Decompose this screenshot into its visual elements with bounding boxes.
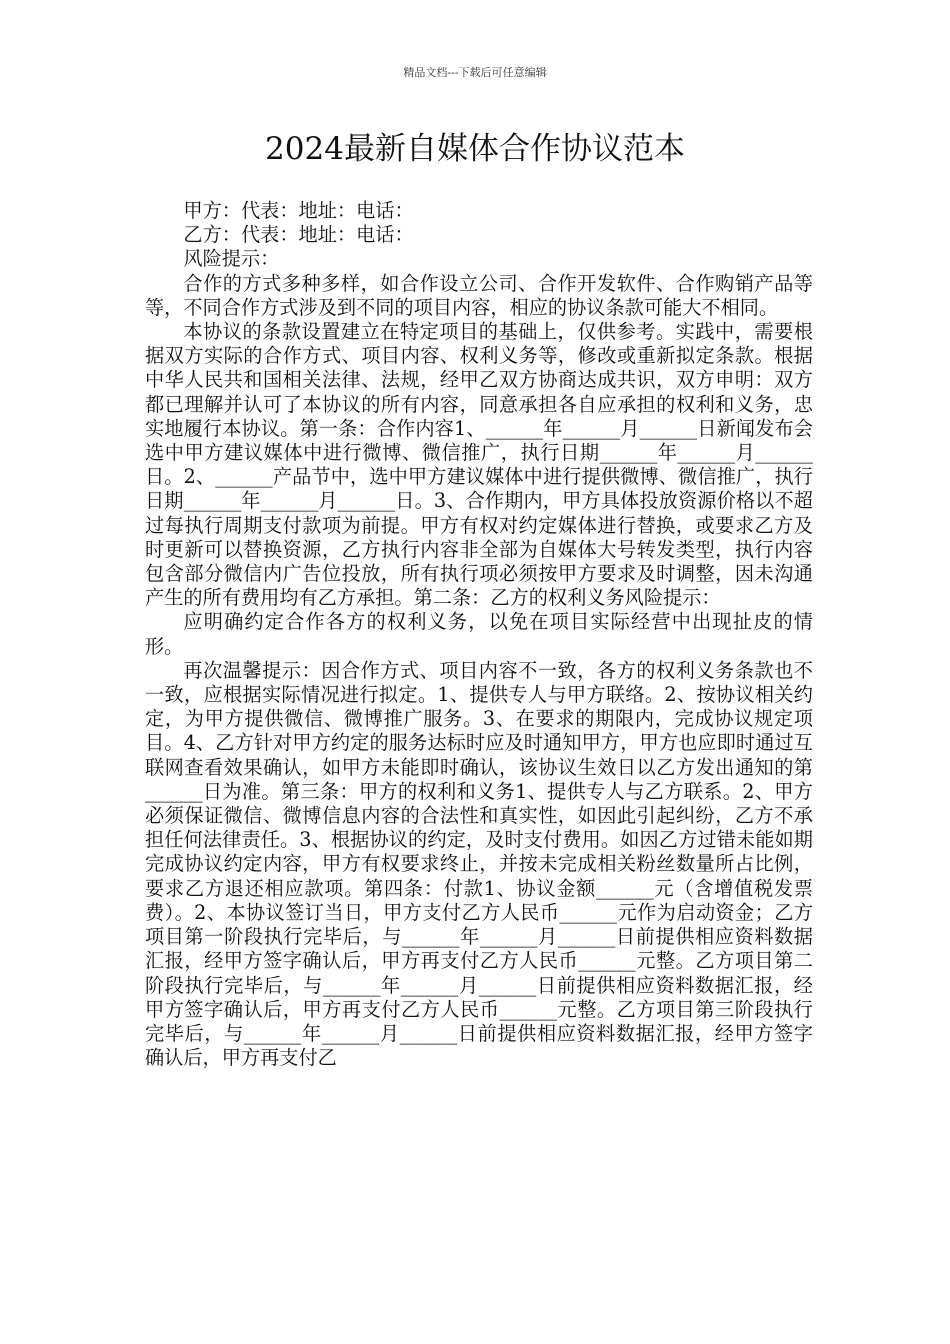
party-b-line: 乙方：代表：地址：电话： — [183, 223, 414, 247]
paragraph: 再次温馨提示：因合作方式、项目内容不一致，各方的权利义务条款也不一致，应根据实际情况进行拟定。1、提供专人与甲方联络。2、按协议相关约定，为甲方提供微信、微博推广服务。3、在要求的期限内，完成协议规定项目。4、乙方针对甲方约定的服务达标时应及时通知甲方，甲方也应即时通过互联网查看效果确认，如甲方未能即时确认，该协议生效日以乙方发出通知的第______日为准。第三条：甲方的权利和义务1、提供专人与乙方联系。2、甲方必须保证微信、微博信息内容的合法性和真实性，如因此引起纠纷，乙方不承担任何法律责任。3、根据协议的约定，及时支付费用。如因乙方过错未能如期完成协议约定内容，甲方有权要求终止，并按未完成相关粉丝数量所占比例，要求乙方退还相应款项。第四条：付款1、协议金额______元（含增值税发票费）。2、本协议签订当日，甲方支付乙方人民币______元作为启动资金；乙方项目第一阶段执行完毕后，与______年______月______日前提供相应资料数据汇报，经甲方签字确认后，甲方再支付乙方人民币______元整。乙方项目第二阶段执行完毕后，与______年______月______日前提供相应资料数据汇报，经甲方签字确认后，甲方再支付乙方人民币______元整。乙方项目第三阶段执行完毕后，与______年______月______日前提供相应资料数据汇报，经甲方签字确认后，甲方再支付乙 — [145, 658, 813, 1070]
party-a-line: 甲方：代表：地址：电话： — [183, 199, 414, 222]
document-body — [145, 199, 813, 1070]
paragraph: 应明确约定合作各方的权利义务，以免在项目实际经营中出现扯皮的情形。 — [145, 610, 813, 658]
risk-heading: 风险提示： — [183, 247, 280, 271]
document-title: 2024最新自媒体合作协议范本 — [265, 131, 685, 167]
paragraph: 合作的方式多种多样，如合作设立公司、合作开发软件、合作购销产品等等，不同合作方式涉及到不同的项目内容，相应的协议条款可能大不相同。 — [145, 271, 813, 319]
header-note: 精品文档---下载后可任意编辑 — [403, 66, 547, 79]
paragraph: 本协议的条款设置建立在特定项目的基础上，仅供参考。实践中，需要根据双方实际的合作方式、项目内容、权利义务等，修改或重新拟定条款。根据中华人民共和国相关法律、法规，经甲乙双方协商达成共识，双方申明：双方都已理解并认可了本协议的所有内容，同意承担各自应承担的权利和义务，忠实地履行本协议。第一条：合作内容1、______年______月______日新闻发布会选中甲方建议媒体中进行微博、微信推广，执行日期______年______月______日。2、______产品节中，选中甲方建议媒体中进行提供微博、微信推广，执行日期______年______月______日。3、合作期内，甲方具体投放资源价格以不超过每执行周期支付款项为前提。甲方有权对约定媒体进行替换，或要求乙方及时更新可以替换资源，乙方执行内容非全部为自媒体大号转发类型，执行内容包含部分微信内广告位投放，所有执行项必须按甲方要求及时调整，因未沟通产生的所有费用均有乙方承担。第二条：乙方的权利义务风险提示： — [145, 320, 813, 610]
